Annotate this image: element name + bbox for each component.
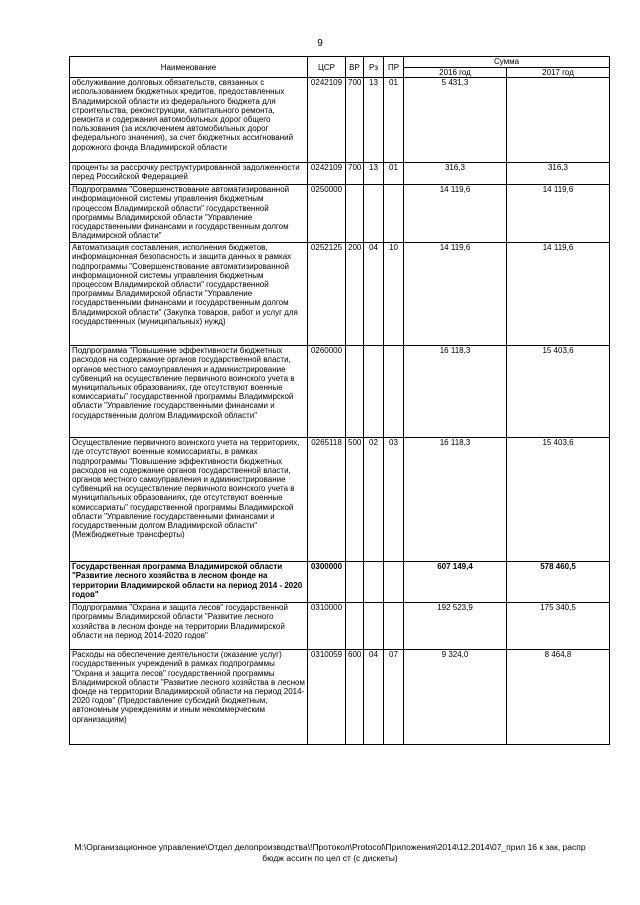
row-csr: 0310059 (308, 650, 346, 745)
row-name: Расходы на обеспечение деятельности (оказание услуг) государственных учреждений в рамках подпрограммы "Охрана и защита лесов" государственной программы Владимирской области "Развитие лесного хозяйства в лесном фонде на территории Владимирской области на период 2014-2020 годов" (Предоставление субсидий бюджетным, автономным учреждениям и иным некоммерческим организациям) (70, 650, 308, 745)
table-row (70, 603, 610, 650)
row-rz: 13 (364, 78, 384, 163)
footer-line-1: M:\Организационное управление\Отдел делопроизводства\!Протокол\Protocol\Приложения\2014\12.2014\07_прил 16 к зак, распр (74, 842, 586, 852)
row-name: Подпрограмма "Повышение эффективности бюджетных расходов на содержание органов государственной власти, органов местного самоуправления и администрирование субвенций на осуществление первичного воинского учета в муниципальных образованиях, где отсутствуют военные комиссариаты" государственной программы Владимирской области "Управление государственными финансами и государственным долгом Владимирской области" (70, 346, 308, 438)
table-row (70, 438, 610, 562)
header-name: Наименование (70, 57, 308, 78)
budget-table (69, 56, 610, 745)
table-row (70, 243, 610, 346)
row-2017: 14 119,6 (507, 243, 610, 346)
row-vr: 600 (346, 650, 364, 745)
row-name: Осуществление первичного воинского учета на территориях, где отсутствуют военные комиссариаты, в рамках подпрограммы "Повышение эффективности бюджетных расходов на содержание органов государственной власти, органов местного самоуправления и администрирование субвенций на осуществление первичного воинского учета в муниципальных образованиях, где отсутствуют военные комиссариаты" государственной программы Владимирской области "Управление государственными финансами и государственным долгом Владимирской области" (Межбюджетные трансферты) (70, 438, 308, 562)
row-vr (346, 603, 364, 650)
row-rz: 13 (364, 163, 384, 185)
table-row (70, 78, 610, 163)
row-2017 (507, 78, 610, 163)
table-header (70, 57, 610, 78)
row-2017: 175 340,5 (507, 603, 610, 650)
table-row (70, 562, 610, 603)
row-pr (384, 603, 404, 650)
table-row (70, 163, 610, 185)
row-2017: 15 403,6 (507, 346, 610, 438)
header-year-2016: 2016 год (404, 68, 507, 78)
header-rz: Рз (364, 57, 384, 78)
row-2017: 15 403,6 (507, 438, 610, 562)
row-name: Государственная программа Владимирской области "Развитие лесного хозяйства в лесном фонде на территории Владимирской области на период 2014 - 2020 годов" (70, 562, 308, 603)
row-rz: 04 (364, 650, 384, 745)
row-csr: 0300000 (308, 562, 346, 603)
row-2016: 607 149,4 (404, 562, 507, 603)
header-csr: ЦСР (308, 57, 346, 78)
row-vr: 700 (346, 78, 364, 163)
row-2017: 316,3 (507, 163, 610, 185)
row-pr: 01 (384, 78, 404, 163)
row-rz (364, 346, 384, 438)
row-2016: 16 118,3 (404, 346, 507, 438)
row-rz (364, 562, 384, 603)
row-name: Подпрограмма "Охрана и защита лесов" государственной программы Владимирской области "Развитие лесного хозяйства в лесном фонде на территории Владимирской области на период 2014-2020 годов" (70, 603, 308, 650)
table-row (70, 346, 610, 438)
table-row (70, 185, 610, 243)
row-csr: 0252125 (308, 243, 346, 346)
row-csr: 0265118 (308, 438, 346, 562)
row-2016: 16 118,3 (404, 438, 507, 562)
row-csr: 0260000 (308, 346, 346, 438)
row-rz: 02 (364, 438, 384, 562)
row-csr: 0310000 (308, 603, 346, 650)
row-pr (384, 346, 404, 438)
row-2017: 8 464,8 (507, 650, 610, 745)
row-csr: 0242109 (308, 163, 346, 185)
page-number: 9 (317, 38, 323, 49)
row-pr (384, 562, 404, 603)
header-sum: Сумма (404, 57, 610, 68)
row-vr (346, 185, 364, 243)
row-name: Автоматизация составления, исполнения бюджетов, информационная безопасность и защита данных в рамках подпрограммы "Совершенствование автоматизированной информационной системы управления бюджетным процессом Владимирской области" государственной программы Владимирской области "Управление государственными финансами и государственным долгом Владимирской области" (Закупка товаров, работ и услуг для государственных (муниципальных) нужд) (70, 243, 308, 346)
row-rz (364, 603, 384, 650)
header-pr: ПР (384, 57, 404, 78)
row-vr: 700 (346, 163, 364, 185)
row-2016: 5 431,3 (404, 78, 507, 163)
row-name: обслуживание долговых обязательств, связанных с использованием бюджетных кредитов, предоставленных Владимирской области из федерального бюджета для строительства, реконструкции, капитального ремонта, ремонта и содержания автомобильных дорог общего пользования (за исключением автомобильных дорог федерального значения), за счет бюджетных ассигнований дорожного фонда Владимирской области (70, 78, 308, 163)
row-csr: 0242109 (308, 78, 346, 163)
row-name: проценты за рассрочку реструктурированной задолженности перед Российской Федерацией (70, 163, 308, 185)
row-pr: 07 (384, 650, 404, 745)
row-vr: 500 (346, 438, 364, 562)
row-csr: 0250000 (308, 185, 346, 243)
row-2017: 14 119,6 (507, 185, 610, 243)
row-2016: 316,3 (404, 163, 507, 185)
row-vr: 200 (346, 243, 364, 346)
row-2016: 14 119,6 (404, 243, 507, 346)
row-2016: 192 523,9 (404, 603, 507, 650)
row-2016: 9 324,0 (404, 650, 507, 745)
header-year-2017: 2017 год (507, 68, 610, 78)
row-rz: 04 (364, 243, 384, 346)
header-vr: ВР (346, 57, 364, 78)
row-pr (384, 185, 404, 243)
table-row (70, 650, 610, 745)
row-2016: 14 119,6 (404, 185, 507, 243)
row-2017: 578 460,5 (507, 562, 610, 603)
row-vr (346, 562, 364, 603)
row-pr: 03 (384, 438, 404, 562)
file-path-footer (60, 842, 600, 864)
row-vr (346, 346, 364, 438)
row-pr: 01 (384, 163, 404, 185)
row-rz (364, 185, 384, 243)
row-name: Подпрограмма "Совершенствование автоматизированной информационной системы управления бюджетным процессом Владимирской области" государственной программы Владимирской области "Управление государственными финансами и государственным долгом Владимирской области" (70, 185, 308, 243)
footer-line-2: бюдж ассигн по цел ст (с дискеты) (262, 853, 398, 863)
row-pr: 10 (384, 243, 404, 346)
